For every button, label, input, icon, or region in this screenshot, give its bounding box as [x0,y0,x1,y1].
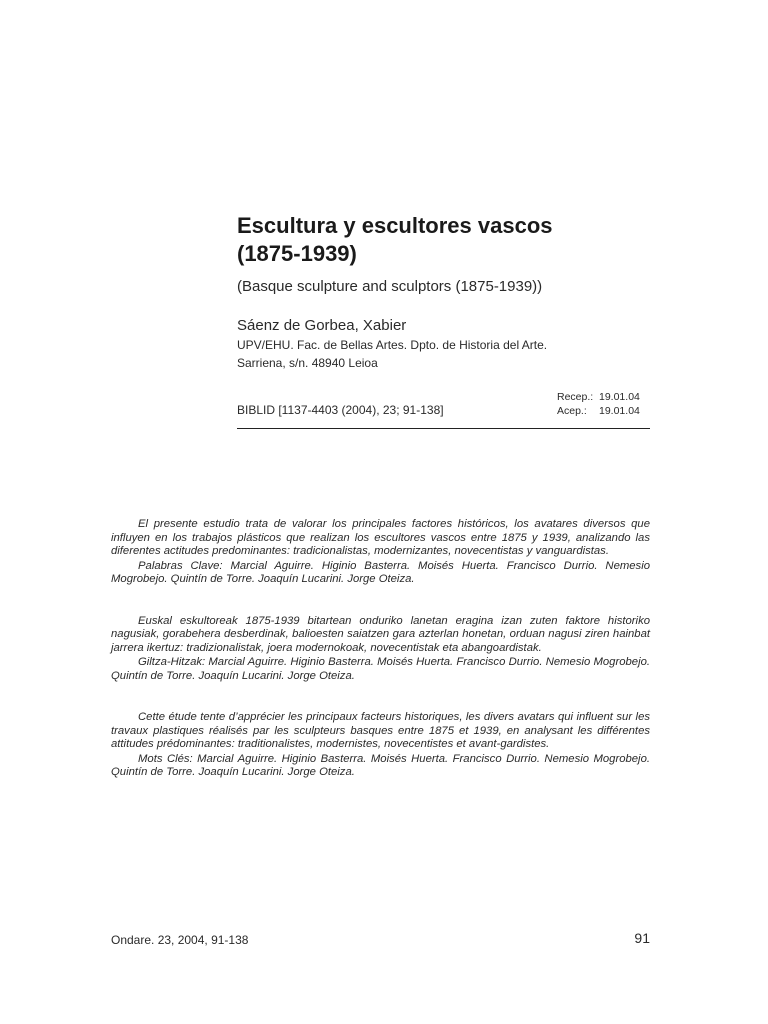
abstract-text: Euskal eskultoreak 1875-1939 bitartean onduriko lanetan eragina izan zuten faktore historiko nagusiak, gorabehera desberdinak, balioesten saiatzen gara azterlan honetan, orduan nagusi ziren hainbat jarrera ikertuz: tradizionalistak, joera modernokoak, novecentistak eta abangoardistak. [111,614,650,654]
abstract-spanish [111,518,650,587]
dates-block [557,390,640,418]
reception-label: Recep.: [557,391,594,403]
affiliation-line-1: UPV/EHU. Fac. de Bellas Artes. Dpto. de Historia del Arte. [237,338,548,352]
title-line-1: Escultura y escultores vascos [237,213,553,238]
abstract-text: Cette étude tente d’apprécier les principaux facteurs historiques, les divers avatars qui influent sur les travaux plastiques réalisés par les sculpteurs basques entre 1875 et 1939, en analysant les différentes attitudes prédominantes: traditionalistes, modernistes, novecentistes et avant-gardistes. [111,711,650,750]
abstract-keywords: Mots Clés: Marcial Aguirre. Higinio Basterra. Moisés Huerta. Francisco Durrio. Nemesio Mogrobejo. Quintín de Torre. Joaquín Lucarini. Jorge Oteiza. [111,752,650,778]
biblid: BIBLID [1137-4403 (2004), 23; 91-138] [237,403,444,417]
abstract-french [111,711,650,780]
abstract-text: El presente estudio trata de valorar los principales factores históricos, los avatares diversos que influyen en los trabajos plásticos que realizan los escultores vascos entre 1875 y 1939, analizando las diferentes actitudes predominantes: tradicionalistas, modernizantes, novecentistas y vanguardistas. [111,518,650,557]
abstracts [111,518,650,780]
author-name: Sáenz de Gorbea, Xabier [237,317,407,334]
abstract-basque [111,615,650,684]
acceptance-label: Acep.: [557,405,587,417]
article-header [237,212,650,418]
reception-date: 19.01.04 [599,391,640,403]
journal-citation: Ondare. 23, 2004, 91-138 [111,933,249,947]
header-divider [237,428,650,429]
page-number: 91 [634,930,650,946]
affiliation-line-2: Sarriena, s/n. 48940 Leioa [237,356,378,370]
acceptance-date-row [557,404,640,418]
article-title [237,212,650,268]
biblid-row [237,390,650,418]
acceptance-date: 19.01.04 [599,405,640,417]
abstract-keywords: Giltza-Hitzak: Marcial Aguirre. Higinio Basterra. Moisés Huerta. Francisco Durrio. Nemesio Mogrobejo. Quintín de Torre. Joaquín Lucarini. Jorge Oteiza. [111,656,650,682]
english-title: (Basque sculpture and sculptors (1875-1939)) [237,278,543,295]
abstract-keywords: Palabras Clave: Marcial Aguirre. Higinio Basterra. Moisés Huerta. Francisco Durrio. Nemesio Mogrobejo. Quintín de Torre. Joaquín Lucarini. Jorge Oteiza. [111,559,650,585]
reception-date-row [557,390,640,404]
title-line-2: (1875-1939) [237,241,357,266]
